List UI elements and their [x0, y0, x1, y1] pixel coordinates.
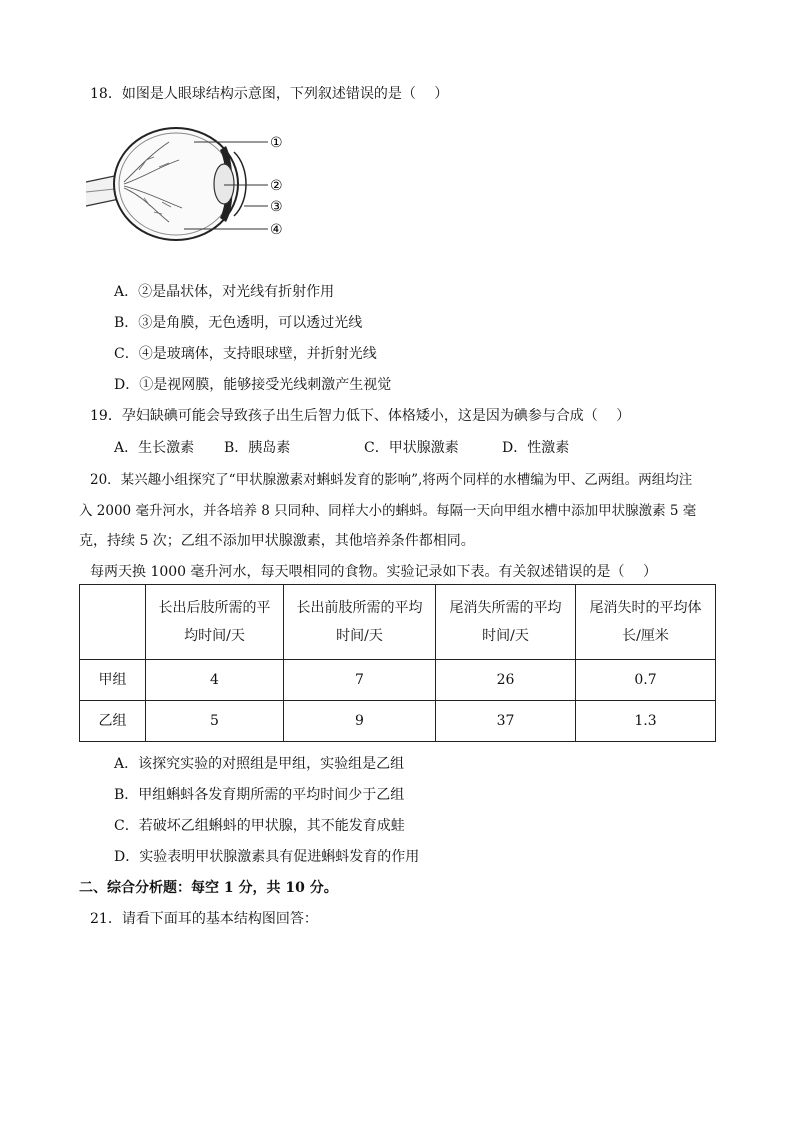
q18-option-c: C．④是玻璃体，支持眼球壁，并折射光线	[114, 346, 377, 362]
eye-label-1: ①	[270, 135, 283, 151]
q20-option-d: D．实验表明甲状腺激素具有促进蝌蚪发育的作用	[114, 849, 420, 865]
q20-option-a: A．该探究实验的对照组是甲组，实验组是乙组	[114, 756, 405, 772]
table-row-label: 甲组	[80, 660, 146, 701]
table-header-row	[80, 585, 716, 660]
q20-option-c: C．若破坏乙组蝌蚪的甲状腺，其不能发育成蛙	[114, 818, 405, 834]
q18-stem: 18．如图是人眼球结构示意图，下列叙述错误的是（ ）	[90, 86, 449, 102]
eye-label-3: ③	[270, 199, 283, 215]
section-2-heading: 二、综合分析题：每空 1 分，共 10 分。	[79, 880, 338, 896]
q18-option-a: A．②是晶状体，对光线有折射作用	[114, 284, 335, 300]
q20-line-3: 克，持续 5 次；乙组不添加甲状腺激素，其他培养条件都相同。	[79, 533, 475, 549]
table-header-cell: 长出前肢所需的平均 时间/天	[284, 585, 436, 660]
eye-structure-diagram	[84, 122, 304, 244]
table-cell: 0.7	[576, 660, 716, 701]
table-cell: 5	[146, 701, 284, 742]
eye-label-4: ④	[270, 222, 283, 238]
q19-stem: 19．孕妇缺碘可能会导致孩子出生后智力低下、体格矮小，这是因为碘参与合成（ ）	[90, 408, 631, 424]
eye-label-2: ②	[270, 178, 283, 194]
table-cell: 1.3	[576, 701, 716, 742]
table-cell: 7	[284, 660, 436, 701]
q21-stem: 21．请看下面耳的基本结构图回答：	[90, 911, 318, 927]
q18-option-b: B．③是角膜，无色透明，可以透过光线	[114, 315, 363, 331]
table-header-cell: 长出后肢所需的平 均时间/天	[146, 585, 284, 660]
q20-line-4: 每两天换 1000 毫升河水，每天喂相同的食物。实验记录如下表。有关叙述错误的是（ ）	[90, 564, 657, 580]
q20-line-2: 入 2000 毫升河水，并各培养 8 只同种、同样大小的蝌蚪。每隔一天向甲组水槽中添加甲状腺激素 5 毫	[79, 503, 697, 519]
q19-option-c: C．甲状腺激素	[364, 440, 459, 456]
table-header-empty	[80, 585, 146, 660]
q19-option-b: B．胰岛素	[224, 440, 291, 456]
q19-option-d: D．性激素	[502, 440, 570, 456]
table-cell: 26	[436, 660, 576, 701]
table-row	[80, 701, 716, 742]
q20-option-b: B．甲组蝌蚪各发育期所需的平均时间少于乙组	[114, 787, 405, 803]
q19-option-a: A．生长激素	[114, 440, 195, 456]
table-header-cell: 尾消失时的平均体 长/厘米	[576, 585, 716, 660]
tadpole-experiment-table	[79, 584, 716, 742]
table-cell: 9	[284, 701, 436, 742]
q18-option-d: D．①是视网膜，能够接受光线刺激产生视觉	[114, 377, 392, 393]
table-cell: 4	[146, 660, 284, 701]
table-header-cell: 尾消失所需的平均 时间/天	[436, 585, 576, 660]
table-row-label: 乙组	[80, 701, 146, 742]
q20-line-1: 20．某兴趣小组探究了“甲状腺激素对蝌蚪发育的影响”,将两个同样的水槽编为甲、乙两组。两组均注	[90, 472, 693, 488]
table-cell: 37	[436, 701, 576, 742]
table-row	[80, 660, 716, 701]
